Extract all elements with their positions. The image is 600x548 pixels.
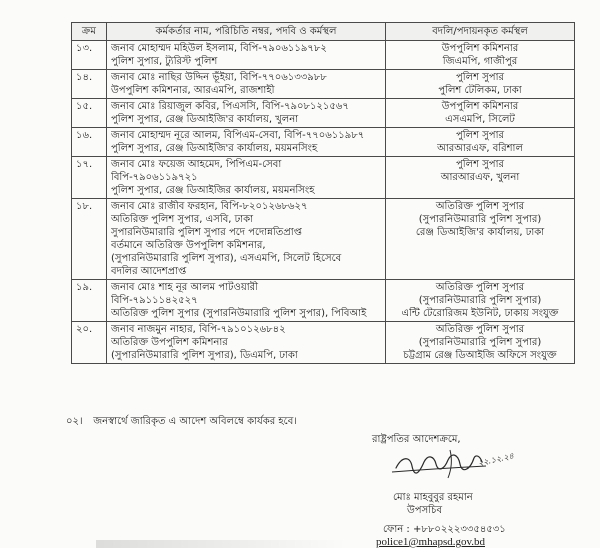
officer-line: পুলিশ সুপার, রেঞ্জ ডিআইজির কার্যালয়, ময়মনসিংহ bbox=[111, 185, 315, 196]
scan-smudge bbox=[96, 540, 346, 548]
posting-line: জিএমপি, গাজীপুর bbox=[442, 56, 518, 67]
row-officer-details bbox=[107, 70, 386, 99]
officer-line: জনাব মোঃ শাহ নূর আলম পাটওয়ারী bbox=[111, 282, 258, 293]
row-new-posting bbox=[386, 199, 575, 280]
posting-line: উপপুলিশ কমিশনার bbox=[441, 43, 519, 54]
row-serial: ২০. bbox=[72, 322, 107, 364]
posting-line: অতিরিক্ত পুলিশ সুপার bbox=[435, 201, 525, 212]
officer-line: অতিরিক্ত পুলিশ সুপার, এসবি, ঢাকা bbox=[111, 214, 254, 225]
posting-line: আরআরএফ, খুলনা bbox=[440, 172, 520, 183]
table-body bbox=[72, 41, 575, 364]
officer-line: জনাব মোঃ নাছির উদ্দিন ভূঁইয়া, বিপি-৭৭০৬১৩৩৯৮৮ bbox=[111, 72, 327, 83]
table-row bbox=[72, 199, 575, 280]
row-officer-details bbox=[107, 99, 386, 128]
officer-line: বিপি-৭৯০৬১১৯৭২১ bbox=[111, 172, 198, 183]
table-row bbox=[72, 157, 575, 199]
row-serial: ১৯. bbox=[72, 280, 107, 322]
note-text: জনস্বার্থে জারিকৃত এ আদেশ অবিলম্বে কার্যকর হবে। bbox=[93, 416, 297, 427]
officer-line: (সুপারনিউমারারি পুলিশ সুপার), এসএমপি, সিলেট হিসেবে bbox=[111, 253, 342, 264]
officer-line: বর্তমানে অতিরিক্ত উপপুলিশ কমিশনার, bbox=[111, 240, 266, 251]
officer-line: উপপুলিশ কমিশনার, আরএমপি, রাজশাহী bbox=[111, 85, 275, 96]
officer-line: জনাব মোঃ রাজীব ফরহান, বিপি-৮২০১২৬৮৬২৭ bbox=[111, 201, 308, 212]
row-new-posting bbox=[386, 157, 575, 199]
row-new-posting bbox=[386, 99, 575, 128]
posting-line: (সুপারনিউমারারি পুলিশ সুপার) bbox=[418, 295, 542, 306]
officer-line: পুলিশ সুপার, রেঞ্জ ডিআইজি'র কার্যালয়, খুলনা bbox=[111, 114, 299, 125]
transfer-order-table bbox=[71, 22, 575, 364]
officer-line: পুলিশ সুপার, ট্যুরিস্ট পুলিশ bbox=[111, 56, 218, 67]
officer-line: বদলির আদেশপ্রাপ্ত bbox=[111, 266, 187, 277]
signer-phone: ফোন : +৮৮০২২২৩৩৫৪৫৩১ bbox=[383, 524, 506, 535]
row-new-posting bbox=[386, 41, 575, 70]
header-serial: ক্রম bbox=[72, 23, 107, 41]
posting-line: উপপুলিশ কমিশনার bbox=[441, 101, 519, 112]
officer-line: অতিরিক্ত উপপুলিশ কমিশনার bbox=[111, 337, 228, 348]
header-posting: বদলি/পদায়নকৃত কর্মস্থল bbox=[386, 23, 575, 41]
officer-line: সুপারনিউমারারি পুলিশ সুপার পদে পদোন্নতিপ্রাপ্ত bbox=[111, 227, 302, 238]
officer-line: পুলিশ সুপার, রেঞ্জ ডিআইজি'র কার্যালয়, ময়মনসিংহ bbox=[111, 143, 318, 154]
posting-line: (সুপারনিউমারারি পুলিশ সুপার) bbox=[418, 337, 542, 348]
table-row bbox=[72, 70, 575, 99]
row-new-posting bbox=[386, 128, 575, 157]
posting-line: এসএমপি, সিলেট bbox=[445, 114, 515, 125]
posting-line: চট্টগ্রাম রেঞ্জ ডিআইজি অফিসে সংযুক্ত bbox=[403, 350, 557, 361]
header-officer: কর্মকর্তার নাম, পরিচিতি নম্বর, পদবি ও কর্মস্থল bbox=[107, 23, 386, 41]
signer-name: মোঃ মাহবুবুর রহমান bbox=[393, 492, 473, 503]
posting-line: পুলিশ সুপার bbox=[456, 130, 504, 141]
table-header-row bbox=[72, 23, 575, 41]
officer-line: জনাব মোহাম্মদ নূরে আলম, বিপিএম-সেবা, বিপি-৭৭০৬১১৯৮৭ bbox=[111, 130, 365, 141]
table-row bbox=[72, 99, 575, 128]
signer-designation: উপসচিব bbox=[407, 505, 443, 516]
row-serial: ১৩. bbox=[72, 41, 107, 70]
order-note bbox=[66, 414, 297, 431]
posting-line: আরআরএফ, বরিশাল bbox=[437, 143, 523, 154]
row-officer-details bbox=[107, 41, 386, 70]
posting-line: পুলিশ সুপার bbox=[456, 159, 504, 170]
closing-salutation: রাষ্ট্রপতির আদেশক্রমে, bbox=[372, 434, 461, 445]
officer-line: জনাব মোঃ রিয়াজুল কবির, পিএসসি, বিপি-৭৯০৮১২১৫৬৭ bbox=[111, 101, 349, 112]
row-officer-details bbox=[107, 199, 386, 280]
row-officer-details bbox=[107, 128, 386, 157]
table-row bbox=[72, 128, 575, 157]
row-new-posting bbox=[386, 322, 575, 364]
posting-line: (সুপারনিউমারারি পুলিশ সুপার) bbox=[418, 214, 542, 225]
row-serial: ১৪. bbox=[72, 70, 107, 99]
table-row bbox=[72, 41, 575, 70]
row-serial: ১৬. bbox=[72, 128, 107, 157]
row-serial: ১৭. bbox=[72, 157, 107, 199]
table-row bbox=[72, 280, 575, 322]
posting-line: রেঞ্জ ডিআইজি'র কার্যালয়, ঢাকা bbox=[415, 227, 545, 238]
posting-line: এন্টি টেরোরিজম ইউনিট, ঢাকায় সংযুক্ত bbox=[401, 308, 559, 319]
officer-line: জনাব মোহাম্মদ মহিউল ইসলাম, বিপি-৭৯০৬১১৯৭৮২ bbox=[111, 43, 327, 54]
posting-line: পুলিশ সুপার bbox=[456, 72, 504, 83]
table-row bbox=[72, 322, 575, 364]
officer-line: বিপি-৭৯১১১৪২৫২৭ bbox=[111, 295, 198, 306]
posting-line: পুলিশ টেলিকম, ঢাকা bbox=[438, 85, 522, 96]
note-number: ০২। bbox=[66, 416, 83, 427]
row-new-posting bbox=[386, 70, 575, 99]
row-officer-details bbox=[107, 322, 386, 364]
signer-email-link[interactable]: police1@mhapsd.gov.bd bbox=[376, 536, 486, 548]
row-new-posting bbox=[386, 280, 575, 322]
posting-line: অতিরিক্ত পুলিশ সুপার bbox=[435, 282, 525, 293]
officer-line: (সুপারনিউমারারি পুলিশ সুপার), ডিএমপি, ঢাকা bbox=[111, 350, 298, 361]
row-officer-details bbox=[107, 157, 386, 199]
signature-date: ২২.১২.২৪ bbox=[477, 451, 515, 468]
officer-line: জনাব নাজমুন নাহার, বিপি-৭৯১০১২৬৮৪২ bbox=[111, 324, 286, 335]
row-serial: ১৮. bbox=[72, 199, 107, 280]
officer-line: জনাব মোঃ ফয়েজ আহমেদ, পিপিএম-সেবা bbox=[111, 159, 282, 170]
row-serial: ১৫. bbox=[72, 99, 107, 128]
row-officer-details bbox=[107, 280, 386, 322]
posting-line: অতিরিক্ত পুলিশ সুপার bbox=[435, 324, 525, 335]
officer-line: অতিরিক্ত পুলিশ সুপার (সুপারনিউমারারি পুলিশ সুপার), পিবিআই bbox=[111, 308, 367, 319]
